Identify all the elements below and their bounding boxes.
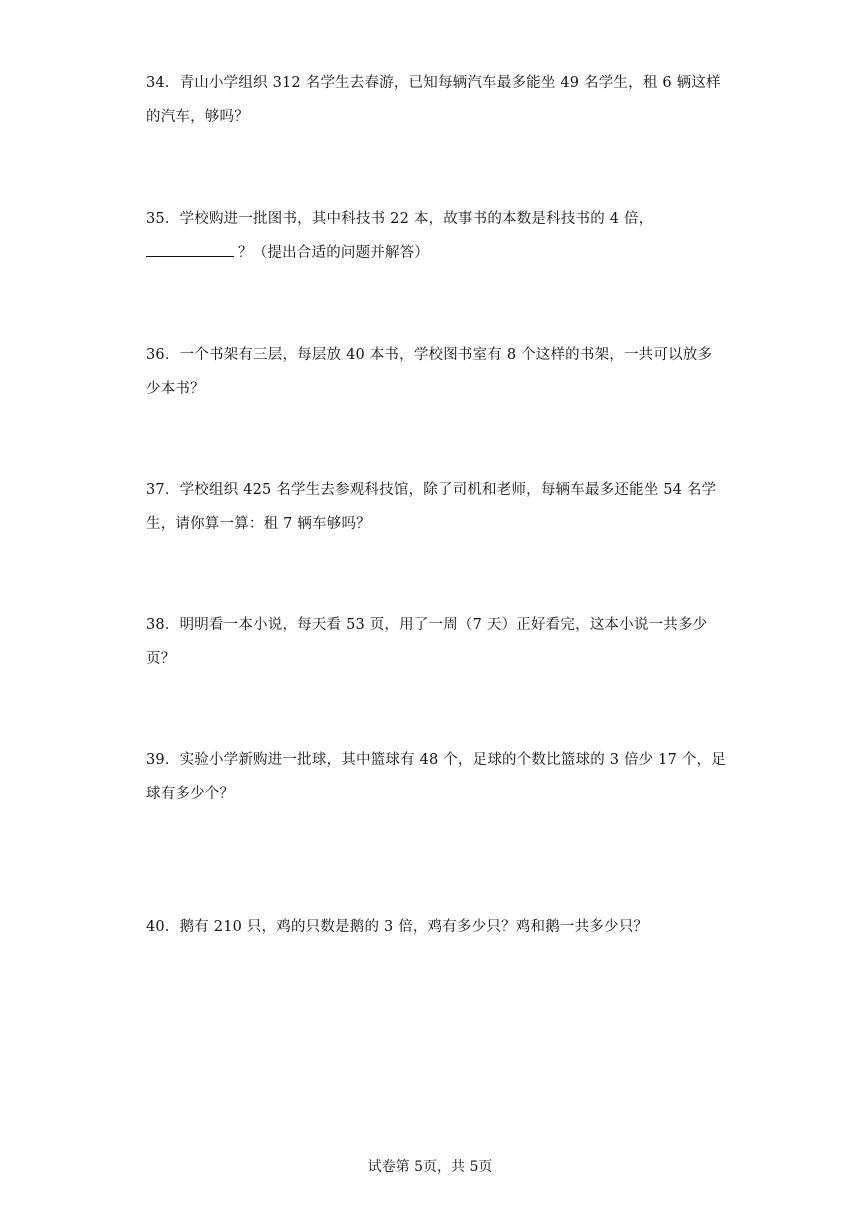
question-text: 页？ bbox=[146, 651, 176, 667]
question-line bbox=[146, 743, 730, 777]
answer-blank[interactable] bbox=[146, 242, 234, 257]
question-text: 的汽车，够吗？ bbox=[146, 109, 249, 125]
question-line bbox=[146, 473, 730, 507]
question-line bbox=[146, 910, 730, 944]
question-text: 生，请你算一算：租 7 辆车够吗？ bbox=[146, 516, 371, 532]
question-text: 学校购进一批图书，其中科技书 22 本，故事书的本数是科技书的 4 倍， bbox=[179, 211, 654, 227]
question-text: 实验小学新购进一批球，其中篮球有 48 个，足球的个数比篮球的 3 倍少 17 个，足 bbox=[179, 752, 726, 768]
question-39 bbox=[146, 743, 730, 811]
question-34 bbox=[146, 66, 730, 134]
question-text: 少本书？ bbox=[146, 381, 205, 397]
question-35 bbox=[146, 202, 730, 270]
question-number: 37． bbox=[146, 482, 180, 498]
page-footer: 试卷第 5页，共 5页 bbox=[367, 1159, 493, 1175]
question-number: 36． bbox=[146, 347, 180, 363]
question-text: 青山小学组织 312 名学生去春游，已知每辆汽车最多能坐 49 名学生，租 6 辆这样 bbox=[179, 75, 721, 91]
question-text: 学校组织 425 名学生去参观科技馆，除了司机和老师，每辆车最多还能坐 54 名学 bbox=[179, 482, 717, 498]
question-38 bbox=[146, 608, 730, 676]
question-line bbox=[146, 338, 730, 372]
question-line bbox=[146, 202, 730, 236]
question-text: ？（提出合适的问题并解答） bbox=[238, 245, 430, 261]
question-text: 明明看一本小说，每天看 53 页，用了一周（7 天）正好看完，这本小说一共多少 bbox=[179, 617, 708, 633]
question-number: 39． bbox=[146, 752, 180, 768]
question-text: 鹅有 210 只，鸡的只数是鹅的 3 倍，鸡有多少只？鸡和鹅一共多少只？ bbox=[179, 919, 649, 935]
question-40 bbox=[146, 910, 730, 944]
question-number: 34． bbox=[146, 75, 180, 91]
question-number: 38． bbox=[146, 617, 180, 633]
question-line bbox=[146, 66, 730, 100]
question-text: 一个书架有三层，每层放 40 本书，学校图书室有 8 个这样的书架，一共可以放多 bbox=[179, 347, 713, 363]
question-37 bbox=[146, 473, 730, 541]
question-text: 球有多少个？ bbox=[146, 786, 235, 802]
question-line bbox=[146, 608, 730, 642]
question-36 bbox=[146, 338, 730, 406]
question-line bbox=[146, 236, 730, 270]
question-number: 35． bbox=[146, 211, 180, 227]
question-number: 40． bbox=[146, 919, 180, 935]
